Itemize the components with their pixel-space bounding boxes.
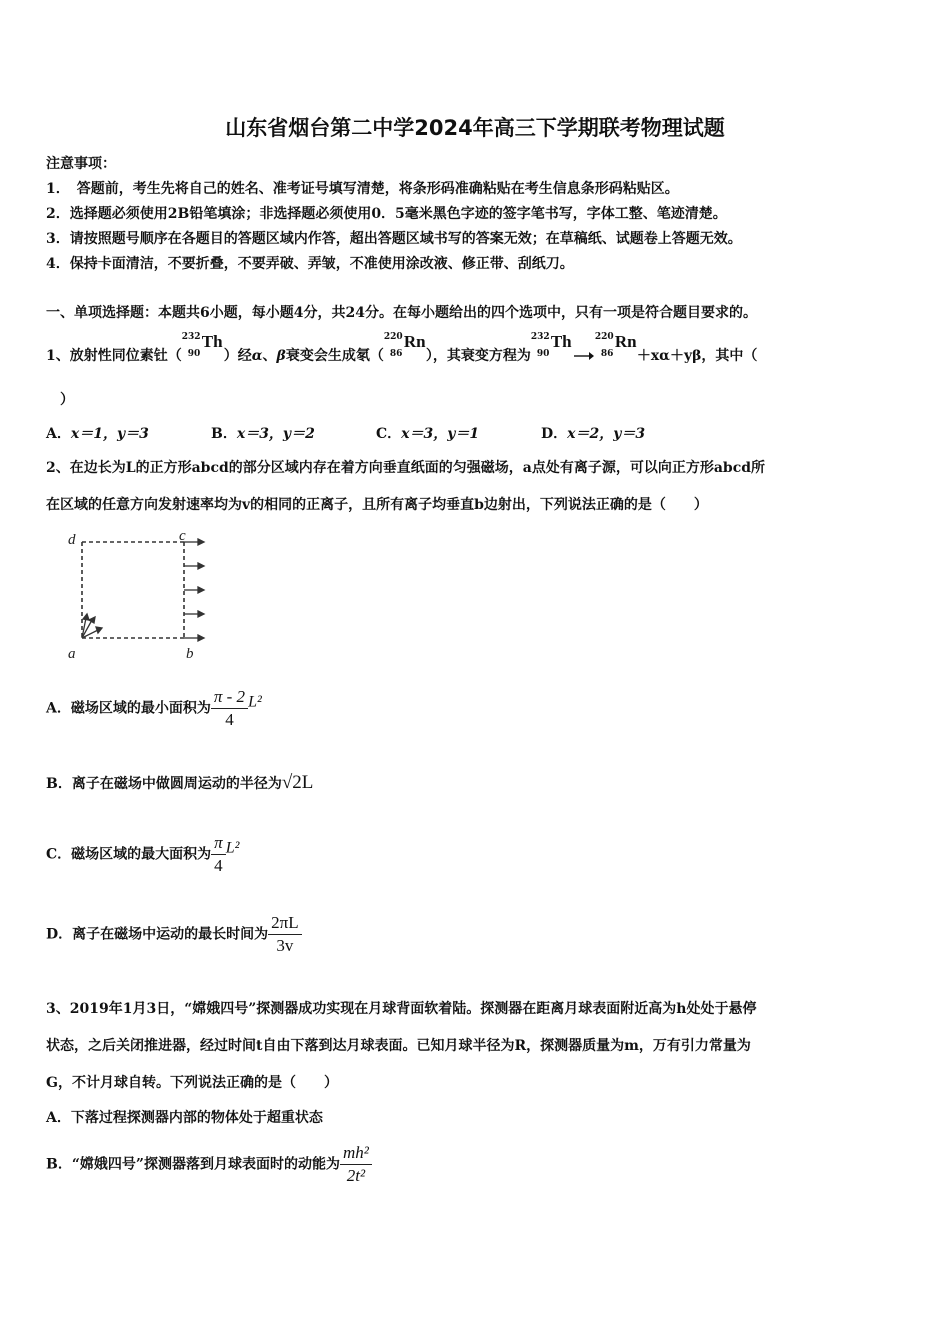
square-magnetic-figure: [62, 526, 212, 666]
denominator: 2t²: [346, 1166, 366, 1185]
option-text: 离子在磁场中做圆周运动的半径为: [71, 776, 282, 792]
q2-option-b: [46, 772, 313, 794]
numerator: mh²: [340, 1142, 372, 1165]
q1-close-paren: ）: [60, 392, 74, 408]
q1-option-a: [46, 423, 149, 443]
notice-item-1: 1． 答题前，考生先将自己的姓名、准考证号填写清楚，将条形码准确粘贴在考生信息条形码粘贴区。: [46, 181, 679, 197]
denominator: 3v: [276, 936, 294, 955]
option-label: D．: [46, 926, 73, 943]
q3-option-a: [46, 1107, 323, 1127]
option-label: B．: [46, 776, 72, 792]
fraction: [340, 1142, 372, 1187]
option-text: 离子在磁场中运动的最长时间为: [72, 926, 269, 943]
eq-rn-z: 86: [600, 349, 614, 359]
rn-symbol: Rn: [403, 332, 426, 351]
radon-nuclide: [383, 332, 426, 364]
eq-rn-mass: 220: [594, 332, 614, 342]
fraction: [268, 912, 301, 957]
option-label: B．: [211, 426, 237, 442]
question-2-line-1: 2、在边长为L的正方形abcd的部分区域内存在着方向垂直纸面的匀强磁场，a点处有离子源，可以向正方形abcd所: [46, 460, 766, 476]
th-z: 90: [187, 349, 201, 359]
notice-item-2: 2．选择题必须使用2B铅笔填涂；非选择题必须使用0．5毫米黑色字迹的签字笔书写，字体工整、笔迹清楚。: [46, 206, 727, 222]
q1-option-b: [211, 423, 315, 443]
notice-item-4: 4．保持卡面清洁，不要折叠，不要弄破、弄皱，不准使用涂改液、修正带、刮纸刀。: [46, 256, 574, 272]
numerator: π - 2: [211, 686, 248, 709]
section-heading: 一、单项选择题：本题共6小题，每小题4分，共24分。在每小题给出的四个选项中，只有一项是符合题目要求的。: [46, 305, 757, 321]
option-label: C．: [46, 846, 72, 863]
thorium-nuclide: [181, 332, 224, 364]
q1-comma: 、: [262, 348, 277, 364]
q1-text-2: ）经: [223, 348, 252, 364]
numerator: π: [211, 832, 226, 855]
option-label: C．: [376, 426, 402, 442]
option-text: “嫦娥四号”探测器落到月球表面时的动能为: [71, 1156, 340, 1173]
label-d: d: [68, 532, 76, 548]
question-2-line-2: 在区域的任意方向发射速率均为v的相同的正离子，且所有离子均垂直b边射出，下列说法正确的是（ ）: [46, 497, 708, 513]
option-label: A．: [46, 426, 71, 442]
q1-text-4: ），其衰变方程为: [425, 348, 531, 364]
option-text: x＝3，y＝2: [236, 426, 315, 442]
rn-mass: 220: [383, 332, 403, 342]
option-text: x＝2，y＝3: [567, 426, 646, 442]
q1-option-d: [541, 423, 645, 443]
option-text: 磁场区域的最大面积为: [71, 846, 212, 863]
alpha-symbol: α: [251, 348, 263, 364]
th-symbol: Th: [201, 332, 223, 351]
q1-text-5: ＋xα＋yβ，其中（: [636, 348, 758, 364]
eq-th-symbol: Th: [550, 332, 572, 351]
option-label: D．: [541, 426, 568, 442]
denominator: 4: [214, 856, 223, 875]
label-a: a: [68, 646, 76, 662]
option-label: A．: [46, 1110, 71, 1126]
label-c: c: [179, 528, 186, 544]
l-squared: L²: [225, 839, 240, 857]
question-1: [46, 332, 758, 365]
eq-th-z: 90: [536, 349, 550, 359]
th-mass: 232: [181, 332, 201, 342]
option-text: 下落过程探测器内部的物体处于超重状态: [70, 1110, 323, 1126]
source-arrows: [82, 614, 102, 638]
question-3-line-1: 3、2019年1月3日，“嫦娥四号”探测器成功实现在月球背面软着陆。探测器在距离月球表面附近高为h处处于悬停: [46, 1001, 757, 1017]
l-squared: L²: [248, 693, 262, 711]
q2-option-a: [46, 686, 262, 731]
notice-item-3: 3．请按照题号顺序在各题目的答题区域内作答，超出答题区域书写的答案无效；在草稿纸、试题卷上答题无效。: [46, 231, 742, 247]
option-label: A．: [46, 700, 71, 717]
q3-option-b: [46, 1142, 372, 1187]
radius-expression: √2L: [281, 772, 314, 793]
beta-symbol: β: [276, 348, 286, 364]
arrow-icon: [573, 351, 595, 361]
q1-text-3: 衰变会生成氡（: [285, 348, 384, 364]
label-b: b: [186, 646, 194, 662]
q1-option-c: [376, 423, 479, 443]
q2-option-d: [46, 912, 302, 957]
q2-option-c: [46, 832, 239, 877]
equation-thorium: [530, 332, 573, 364]
fraction: [211, 832, 226, 877]
rn-z: 86: [389, 349, 403, 359]
question-3-line-2: 状态，之后关闭推进器，经过时间t自由下落到达月球表面。已知月球半径为R，探测器质量为m，万有引力常量为: [46, 1038, 751, 1054]
exit-arrows: [184, 539, 204, 641]
option-text: 磁场区域的最小面积为: [70, 700, 211, 717]
denominator: 4: [225, 710, 234, 729]
eq-rn-symbol: Rn: [614, 332, 637, 351]
numerator: 2πL: [268, 912, 301, 935]
q1-text-1: 1、放射性同位素钍（: [46, 348, 182, 364]
option-text: x＝3，y＝1: [401, 426, 480, 442]
eq-th-mass: 232: [530, 332, 550, 342]
equation-radon: [594, 332, 637, 364]
notice-heading: 注意事项：: [46, 156, 116, 172]
page-title: 山东省烟台第二中学2024年高三下学期联考物理试题: [225, 116, 725, 140]
option-text: x＝1，y＝3: [70, 426, 149, 442]
fraction: [211, 686, 248, 731]
option-label: B．: [46, 1156, 72, 1173]
question-3-line-3: G，不计月球自转。下列说法正确的是（ ）: [46, 1075, 338, 1091]
